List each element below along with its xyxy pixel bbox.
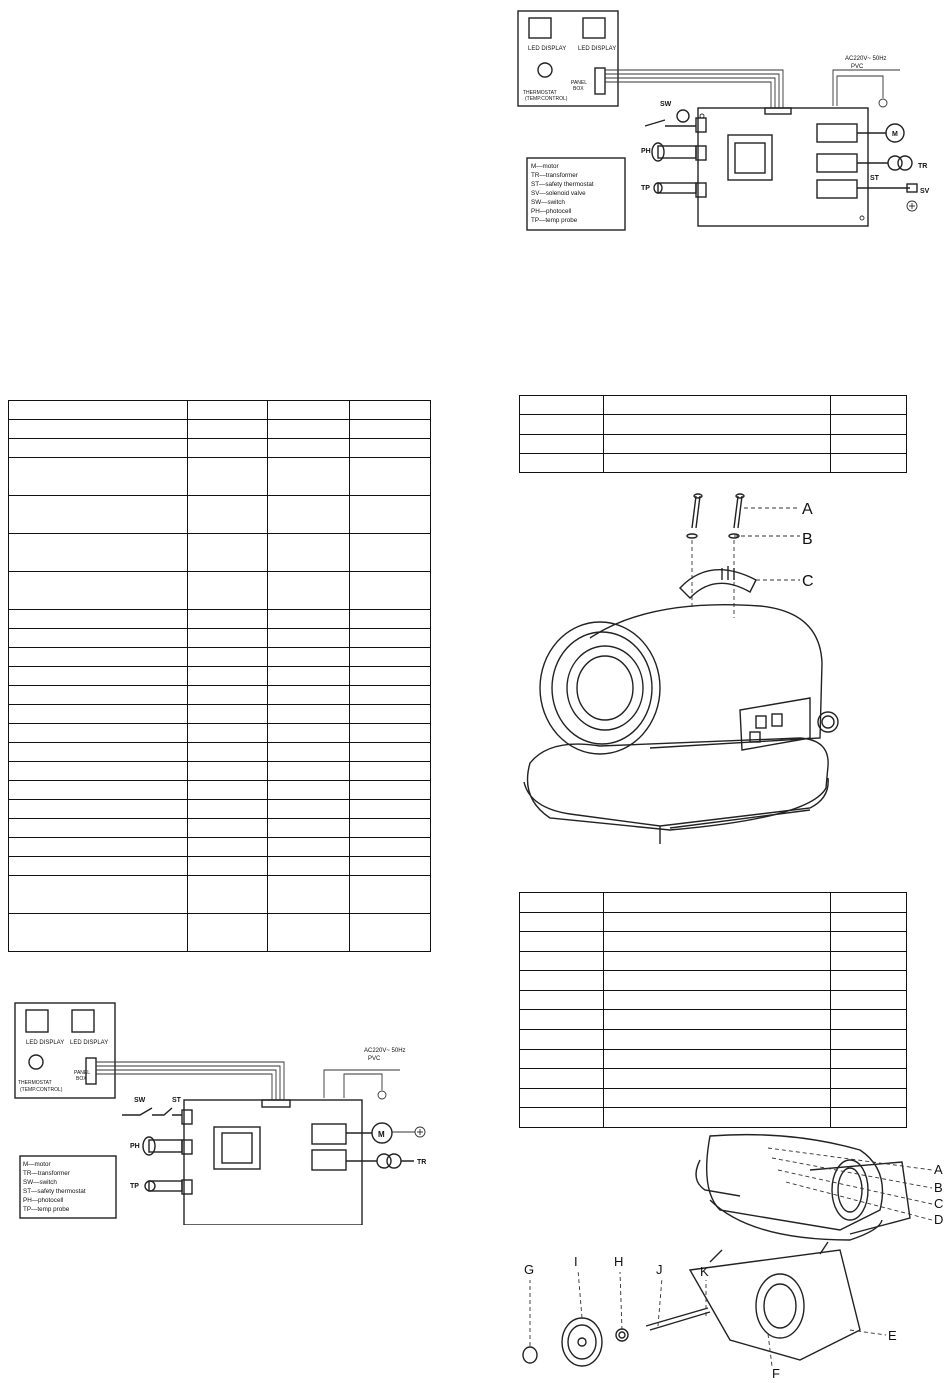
st-label-b: ST (172, 1097, 181, 1104)
svg-text:PVC: PVC (851, 64, 864, 70)
legend-bottom-4: ST—safety thermostat (23, 1188, 86, 1195)
label-c-top: C (802, 573, 814, 590)
sw-label-b: SW (134, 1097, 146, 1104)
legend-top-6: PH—photocell (531, 208, 572, 215)
svg-text:(TEMP.CONTROL): (TEMP.CONTROL) (20, 1087, 63, 1093)
legend-bottom-3: SW—switch (23, 1179, 57, 1186)
sv-label-top: SV (920, 188, 930, 195)
legend-top-1: M—motor (531, 163, 559, 170)
legend-bottom-6: TP—temp probe (23, 1206, 70, 1213)
label-i-bottom: I (574, 1254, 578, 1269)
panel-box-label: PANEL (571, 80, 588, 86)
led-display-right-label: LED DISPLAY (578, 46, 617, 52)
st-label-top: ST (870, 175, 879, 182)
power-label: AC220V~ 50Hz (845, 56, 887, 62)
parts-table-bottom (519, 892, 907, 1128)
wiring-diagram-bottom (12, 1000, 440, 1225)
tp-label-b: TP (130, 1183, 139, 1190)
thermostat-label-b: THERMOSTAT (18, 1080, 52, 1086)
legend-bottom-2: TR—transformer (23, 1170, 70, 1177)
led-display-left-label-b: LED DISPLAY (26, 1040, 65, 1046)
panel-box-label-b: PANEL (74, 1070, 91, 1076)
legend-top-5: SW—switch (531, 199, 565, 206)
legend-top-4: SV—solenoid valve (531, 190, 586, 197)
label-c-bottom: C (934, 1196, 944, 1211)
label-d-bottom: D (934, 1212, 944, 1227)
tp-label: TP (641, 185, 650, 192)
m-label-top: M (892, 131, 898, 138)
power-label-b: AC220V~ 50Hz (364, 1048, 406, 1054)
spec-table (8, 400, 431, 952)
exploded-view-top (510, 488, 840, 846)
led-display-right-label-b: LED DISPLAY (70, 1040, 109, 1046)
led-display-left-label: LED DISPLAY (528, 46, 567, 52)
svg-text:PVC: PVC (368, 1056, 381, 1062)
thermostat-label: THERMOSTAT (523, 90, 557, 96)
label-f-bottom: F (772, 1366, 780, 1381)
ph-label: PH (641, 148, 651, 155)
label-e-bottom: E (888, 1328, 897, 1343)
label-a-bottom: A (934, 1162, 943, 1177)
label-k-bottom: K (700, 1264, 709, 1279)
legend-top-2: TR—transformer (531, 172, 578, 179)
parts-table-top (519, 395, 907, 473)
legend-top-7: TP—temp probe (531, 217, 578, 224)
sw-label: SW (660, 101, 672, 108)
label-j-bottom: J (656, 1262, 663, 1277)
svg-text:BOX: BOX (76, 1076, 87, 1082)
label-g-bottom: G (524, 1262, 535, 1277)
legend-bottom-1: M—motor (23, 1161, 51, 1168)
svg-text:BOX: BOX (573, 86, 584, 92)
wiring-diagram-top (515, 8, 940, 233)
label-b-top: B (802, 531, 813, 548)
legend-top-3: ST—safety thermostat (531, 181, 594, 188)
tr-label-b: TR (417, 1159, 427, 1166)
ph-label-b: PH (130, 1143, 140, 1150)
m-label-b: M (378, 1130, 385, 1139)
label-b-bottom: B (934, 1180, 943, 1195)
label-a-top: A (802, 501, 813, 518)
exploded-view-bottom (510, 1130, 950, 1383)
svg-text:(TEMP.CONTROL): (TEMP.CONTROL) (525, 96, 568, 102)
legend-bottom-5: PH—photocell (23, 1197, 64, 1204)
tr-label-top: TR (918, 163, 928, 170)
label-h-bottom: H (614, 1254, 624, 1269)
